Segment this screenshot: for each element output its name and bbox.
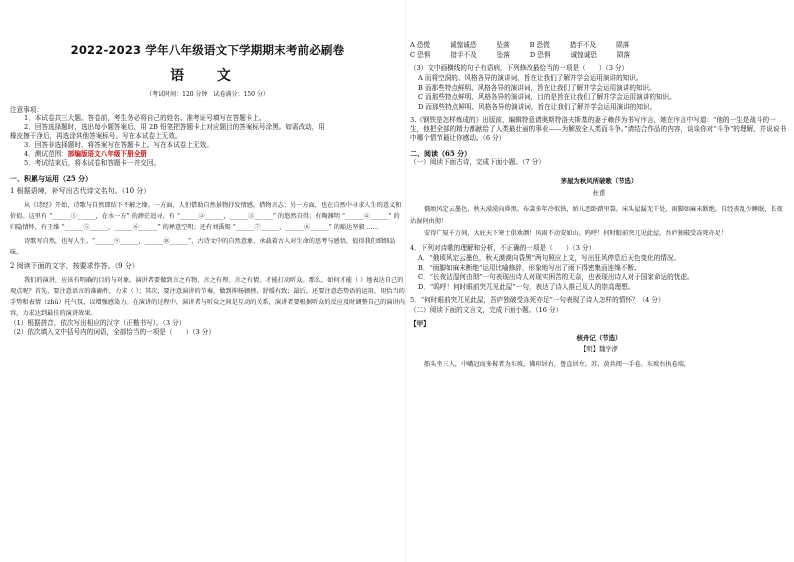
q3-option: C 而那些特点鲜明、风格各异的演讲词，目的是旨在让我们了解并学会运用演讲的知识。 bbox=[418, 93, 676, 102]
q1-passage: 从《诗经》开始，诗歌与自然即结下不解之缘。一方面，人们借助自然景物抒发情感，借物言志；另一方面，也在自然中寻求人生的意义和价值。这里有 “______①______，在水一方” 的渺茫追寻，有 “______②______，______③______” 的悠然自得；有陶渊明 “______④______” 的归隐情怀，有王维 “______⑤______，______⑥______” 的禅意空明；还有刘禹锡 “______⑦______，______⑧______” 的豁达坚毅 …… bbox=[10, 201, 402, 231]
notice-item: 2．回答选择题时，选出每小题答案后，用 2B 铅笔把答题卡上对应题目的答案标号涂黑。如需改动，用 bbox=[24, 123, 325, 132]
q3-option: D 而那些特点鲜明、风格各异的演讲词，旨在让我们了解并学会运用演讲的知识。 bbox=[418, 103, 657, 112]
option-c-2: 措手不及 bbox=[450, 50, 477, 59]
poem-title: 茅屋为秋风所破歌（节选） bbox=[560, 177, 638, 186]
subsection-heading: （二）阅读下面的文言文，完成下面小题。（16 分） bbox=[410, 306, 563, 315]
notice-item: 5．考试结束后，将本试卷和答题卡一并交回。 bbox=[24, 158, 161, 167]
option-row bbox=[410, 51, 788, 60]
option-c-3: 坠落 bbox=[496, 50, 510, 59]
option-d-2: 诚惶诚恐 bbox=[570, 50, 597, 59]
option-b-3: 陨落 bbox=[616, 41, 630, 49]
question-2: 2 阅读下面的文字，按要求作答。（9 分） bbox=[10, 262, 139, 271]
passage-marker: 【甲】 bbox=[410, 319, 430, 328]
exam-title: 2022-2023 学年八年级语文下学期期末考前必刷卷 bbox=[70, 43, 345, 57]
question-4: 4．下列对诗歌的理解和分析，不正确的一项是（ ）（3 分） bbox=[410, 243, 596, 252]
scope-label: 4．测试范围： bbox=[24, 149, 68, 158]
subject-heading: 语 文 bbox=[170, 67, 245, 84]
notice-item: 3．回答非选择题时，将答案写在答题卡上。写在本试卷上无效。 bbox=[24, 141, 213, 150]
option-b-2: 措手不及 bbox=[569, 41, 597, 49]
q4-option: D．“呜呼！何时眼前突兀见此屋”一句，表达了诗人推己及人的崇高理想。 bbox=[418, 283, 635, 292]
option-d-3: 陨落 bbox=[616, 50, 631, 59]
notice-heading: 注意事项： bbox=[10, 105, 43, 114]
section-heading: 一、积累与运用（25 分） bbox=[10, 173, 93, 183]
subsection-heading: （一）阅读下面古诗，完成下面小题。（7 分） bbox=[410, 158, 545, 167]
text-author: 【明】魏学洢 bbox=[580, 346, 618, 354]
column-divider bbox=[405, 0, 406, 562]
text-body: 船头坐三人，中峨冠而多髯者为东坡，佛印居右，鲁直居左。苏、黄共阅一手卷。东坡右执卷端， bbox=[424, 360, 691, 368]
option-a-2: 诚惶诚恐 bbox=[450, 41, 477, 49]
q2-passage: 我们的演讲，应该有明确的目的与对象。演讲者要做到言之有物、言之有理、言之有情，才能打动听众。那么，如何才能（ ）地表达自己的观点呢？首先，要注意语言的准确性，力求（ ）；其次，要注意演讲的节奏，做到抑扬顿挫、舒缓有致；最后，还要注意态势语的运用，用恰当的手势和表情（zhǔ）托气氛，以增强感染力。在演讲的过程中，演讲者与听众之间是互动的关系，演讲者要根据听众的反应及时调整自己的演讲内容，力求达到最佳的演讲效果。 bbox=[10, 276, 405, 318]
section-heading: 二、阅读（65 分） bbox=[410, 148, 472, 158]
left-column bbox=[10, 0, 405, 562]
poem-line: 安得广厦千万间，大庇天下寒士俱欢颜！风雨不动安如山。呜呼！何时眼前突兀见此屋，吾庐独破受冻死亦足！ bbox=[424, 229, 728, 237]
q4-option: C．“长夜沾湿何由彻”一句表现出诗人对现实困苦的无奈，也表现出诗人对于国家命运的忧虑。 bbox=[418, 273, 694, 282]
right-column bbox=[410, 0, 788, 562]
q4-option: B．“雨脚如麻未断绝”运用比喻修辞，形象地写出了雨下得密集而连绵不断。 bbox=[418, 263, 641, 272]
option-row bbox=[410, 41, 788, 50]
q1-passage: 诗歌写自然，也写人生。“______⑨______，______⑩______”，古诗文中的自然意象，承载着古人对生命的思考与感悟，值得我们细细品味。 bbox=[10, 238, 396, 257]
q4-option: A．“俄顷风定云墨色，秋天漠漠向昏黑”两句照应上文，写出狂风停息后天色变化的情况。 bbox=[418, 253, 681, 262]
notice-item: 橡皮擦干净后，再选涂其他答案标号。写在本试卷上无效。 bbox=[10, 132, 182, 141]
notice-item-scope bbox=[10, 150, 405, 159]
q2-sub1: （1）根据拼音，依次写出相应的汉字（正楷书写）。（3 分） bbox=[10, 319, 186, 328]
text-title: 核舟记（节选） bbox=[576, 333, 622, 342]
option-d-1: D 恐惧 bbox=[529, 50, 551, 59]
question-1: 1 根据语境，补写出古代诗文名句。（10 分） bbox=[10, 187, 151, 196]
q3-option: A 而将空洞的、风格各异的演讲词，旨在让我们了解并学会运用演讲的知识。 bbox=[418, 73, 643, 82]
option-b-1: B 恐慌 bbox=[529, 41, 550, 49]
q2-sub2: （2）依次填入文中括号内的词语，全部恰当的一项是（ ）（3 分） bbox=[10, 328, 215, 337]
question-5: 5．“何时眼前突兀见此屋，吾庐独破受冻死亦足”一句表现了诗人怎样的情怀？（4 分） bbox=[410, 296, 665, 305]
option-c-1: C 恐惧 bbox=[410, 50, 431, 59]
question-3: 3.《钢铁是怎样炼成的》出版前，编辑特意请奥斯特洛夫斯基的妻子赖莎为书写序言，她在序言中写道：“他的一生是战斗的一生，他把全部的精力都献给了人类最壮丽的事业——为解放全人类而斗争。”请结合作品的内容，谈谈你对“斗争”的理解，并说说书中哪个情节最让你感动。（6 分） bbox=[410, 116, 787, 143]
exam-info: （考试时间：120 分钟 试卷满分：150 分） bbox=[146, 91, 269, 99]
q3-lead: （3）文中画横线的句子有语病，下列修改最恰当的一项是（ ）（3 分） bbox=[410, 63, 629, 72]
scope-value: 部编版语文八年级下册全册 bbox=[67, 149, 147, 158]
poem-author: 杜甫 bbox=[592, 189, 606, 197]
option-a-3: 坠落 bbox=[496, 41, 510, 49]
poem-line: 俄顷风定云墨色，秋天漠漠向昏黑。布衾多年冷似铁，娇儿恶卧踏里裂。床头屋漏无干处，雨脚如麻未断绝。自经丧乱少睡眠，长夜沾湿何由彻！ bbox=[410, 206, 783, 226]
option-a-1: A 恐慌 bbox=[410, 41, 431, 49]
q3-option: B 而那些特点鲜明、风格各异的演讲词，旨在让我们了解并学会运用演讲的知识。 bbox=[418, 83, 656, 92]
notice-item: 1．本试卷共三大题。答卷前，考生务必将自己的姓名、准考证号填写在答题卡上。 bbox=[24, 114, 266, 123]
